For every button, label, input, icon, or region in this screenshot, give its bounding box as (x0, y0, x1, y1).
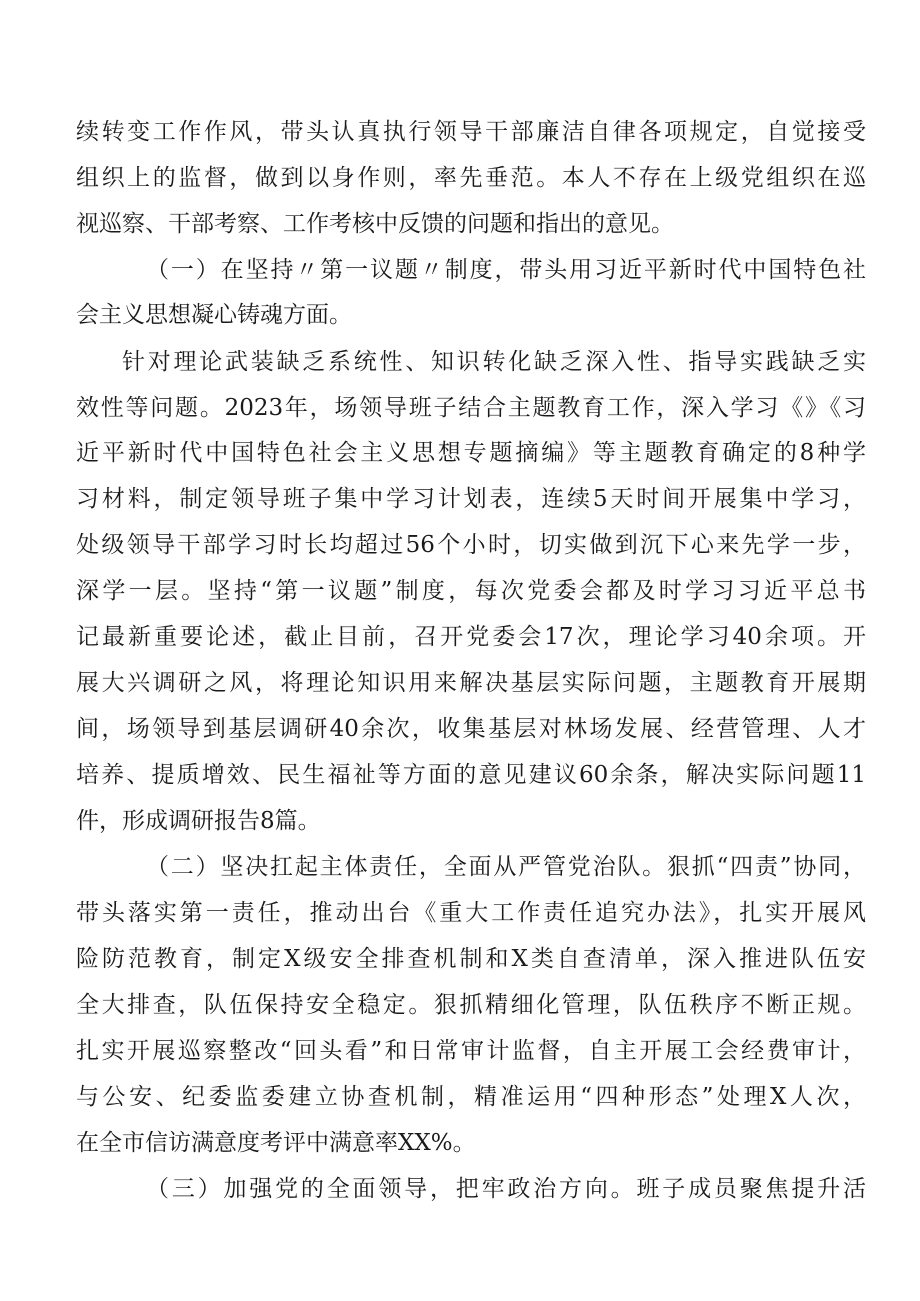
text-line-8: 近平新时代中国特色社会主义思想专题摘编》等主题教育确定的8种学 (76, 440, 866, 466)
text-line-9: 习材料，制定领导班子集中学习计划表，连续5天时间开展集中学习， (76, 486, 866, 512)
section-heading-2: （二）坚决扛起主体责任，全面从严管党治队。狠抓“四责”协同， (146, 854, 866, 880)
text-line-7: 效性等问题。2023年，场领导班子结合主题教育工作，深入学习《》《习 (76, 395, 866, 421)
text-line-20: 全大排查，队伍保持安全稳定。狠抓精细化管理，队伍秩序不断正规。 (76, 992, 866, 1018)
text-line-18: 带头落实第一责任，推动出台《重大工作责任追究办法》，扎实开展风 (76, 900, 866, 926)
text-line-11: 深学一层。坚持“第一议题”制度，每次党委会都及时学习习近平总书 (76, 578, 866, 604)
text-line-13: 展大兴调研之风，将理论知识用来解决基层实际问题，主题教育开展期 (76, 670, 866, 696)
text-line-21: 扎实开展巡察整改“回头看”和日常审计监督，自主开展工会经费审计， (76, 1038, 866, 1064)
section-heading-1: （一）在坚持〃第一议题〃制度，带头用习近平新时代中国特色社 (146, 257, 866, 283)
section-heading-1-cont: 会主义思想凝心铸魂方面。 (76, 302, 352, 328)
text-line-6: 针对理论武装缺乏系统性、知识转化缺乏深入性、指导实践缺乏实 (122, 349, 866, 375)
text-line-22: 与公安、纪委监委建立协查机制，精准运用“四种形态”处理X人次， (76, 1084, 866, 1110)
section-heading-3: （三）加强党的全面领导，把牢政治方向。班子成员聚焦提升活 (146, 1176, 866, 1202)
text-line-2: 组织上的监督，做到以身作则，率先垂范。本人不存在上级党组织在巡 (76, 165, 866, 191)
text-line-1: 续转变工作作风，带头认真执行领导干部廉洁自律各项规定，自觉接受 (76, 119, 866, 145)
text-line-3: 视巡察、干部考察、工作考核中反馈的问题和指出的意见。 (76, 211, 674, 237)
text-line-12: 记最新重要论述，截止目前，召开党委会17次，理论学习40余项。开 (76, 624, 866, 650)
text-line-10: 处级领导干部学习时长均超过56个小时，切实做到沉下心来先学一步， (76, 532, 866, 558)
text-line-16: 件，形成调研报告8篇。 (76, 808, 321, 834)
text-line-23: 在全市信访满意度考评中满意率XX%。 (76, 1130, 476, 1156)
text-line-19: 险防范教育，制定X级安全排查机制和X类自查清单，深入推进队伍安 (76, 946, 866, 972)
text-line-15: 培养、提质增效、民生福祉等方面的意见建议60余条，解决实际问题11 (76, 762, 866, 788)
text-line-14: 间，场领导到基层调研40余次，收集基层对林场发展、经营管理、人才 (76, 716, 866, 742)
